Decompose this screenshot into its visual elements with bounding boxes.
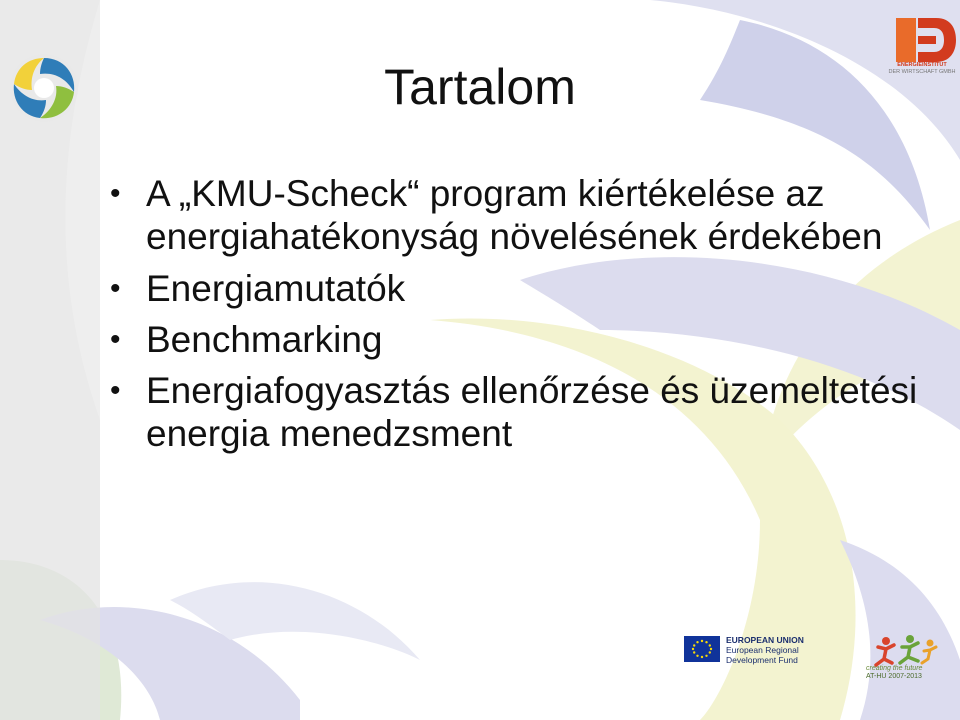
- bullet-text: A „KMU-Scheck“ program kiértékelése az energiahatékonyság növelésének érdekében: [146, 173, 883, 258]
- eu-logo-block: [684, 636, 824, 670]
- bullet-item: [108, 369, 948, 456]
- bullet-text: Energiafogyasztás ellenőrzése és üzemeltetési energia menedzsment: [146, 370, 918, 455]
- bullet-item: [108, 172, 948, 259]
- bullet-dot-icon: •: [110, 271, 121, 305]
- bullet-dot-icon: •: [110, 374, 121, 408]
- eu-flag-icon: [684, 636, 720, 662]
- eu-line1: EUROPEAN UNION: [726, 635, 804, 645]
- eu-line3: Development Fund: [726, 655, 798, 665]
- energieinstitut-line2: DER WIRTSCHAFT GMBH: [888, 69, 956, 75]
- bullet-dot-icon: •: [110, 322, 121, 356]
- bullet-list: [108, 172, 948, 464]
- program-line1: creating the future: [866, 665, 923, 672]
- program-line2: AT-HU 2007-2013: [866, 673, 922, 680]
- eu-text: [726, 635, 826, 665]
- bullet-text: Benchmarking: [146, 318, 383, 360]
- bullet-dot-icon: •: [110, 177, 121, 210]
- eu-line2: European Regional: [726, 645, 799, 655]
- bullet-text: Energiamutatók: [146, 267, 406, 309]
- creating-the-future-text: [866, 665, 946, 681]
- energieinstitut-line1: ENERGIEINSTITUT: [897, 62, 947, 68]
- bullet-item: [108, 267, 948, 310]
- bullet-item: [108, 318, 948, 361]
- slide-title: Tartalom: [384, 59, 576, 115]
